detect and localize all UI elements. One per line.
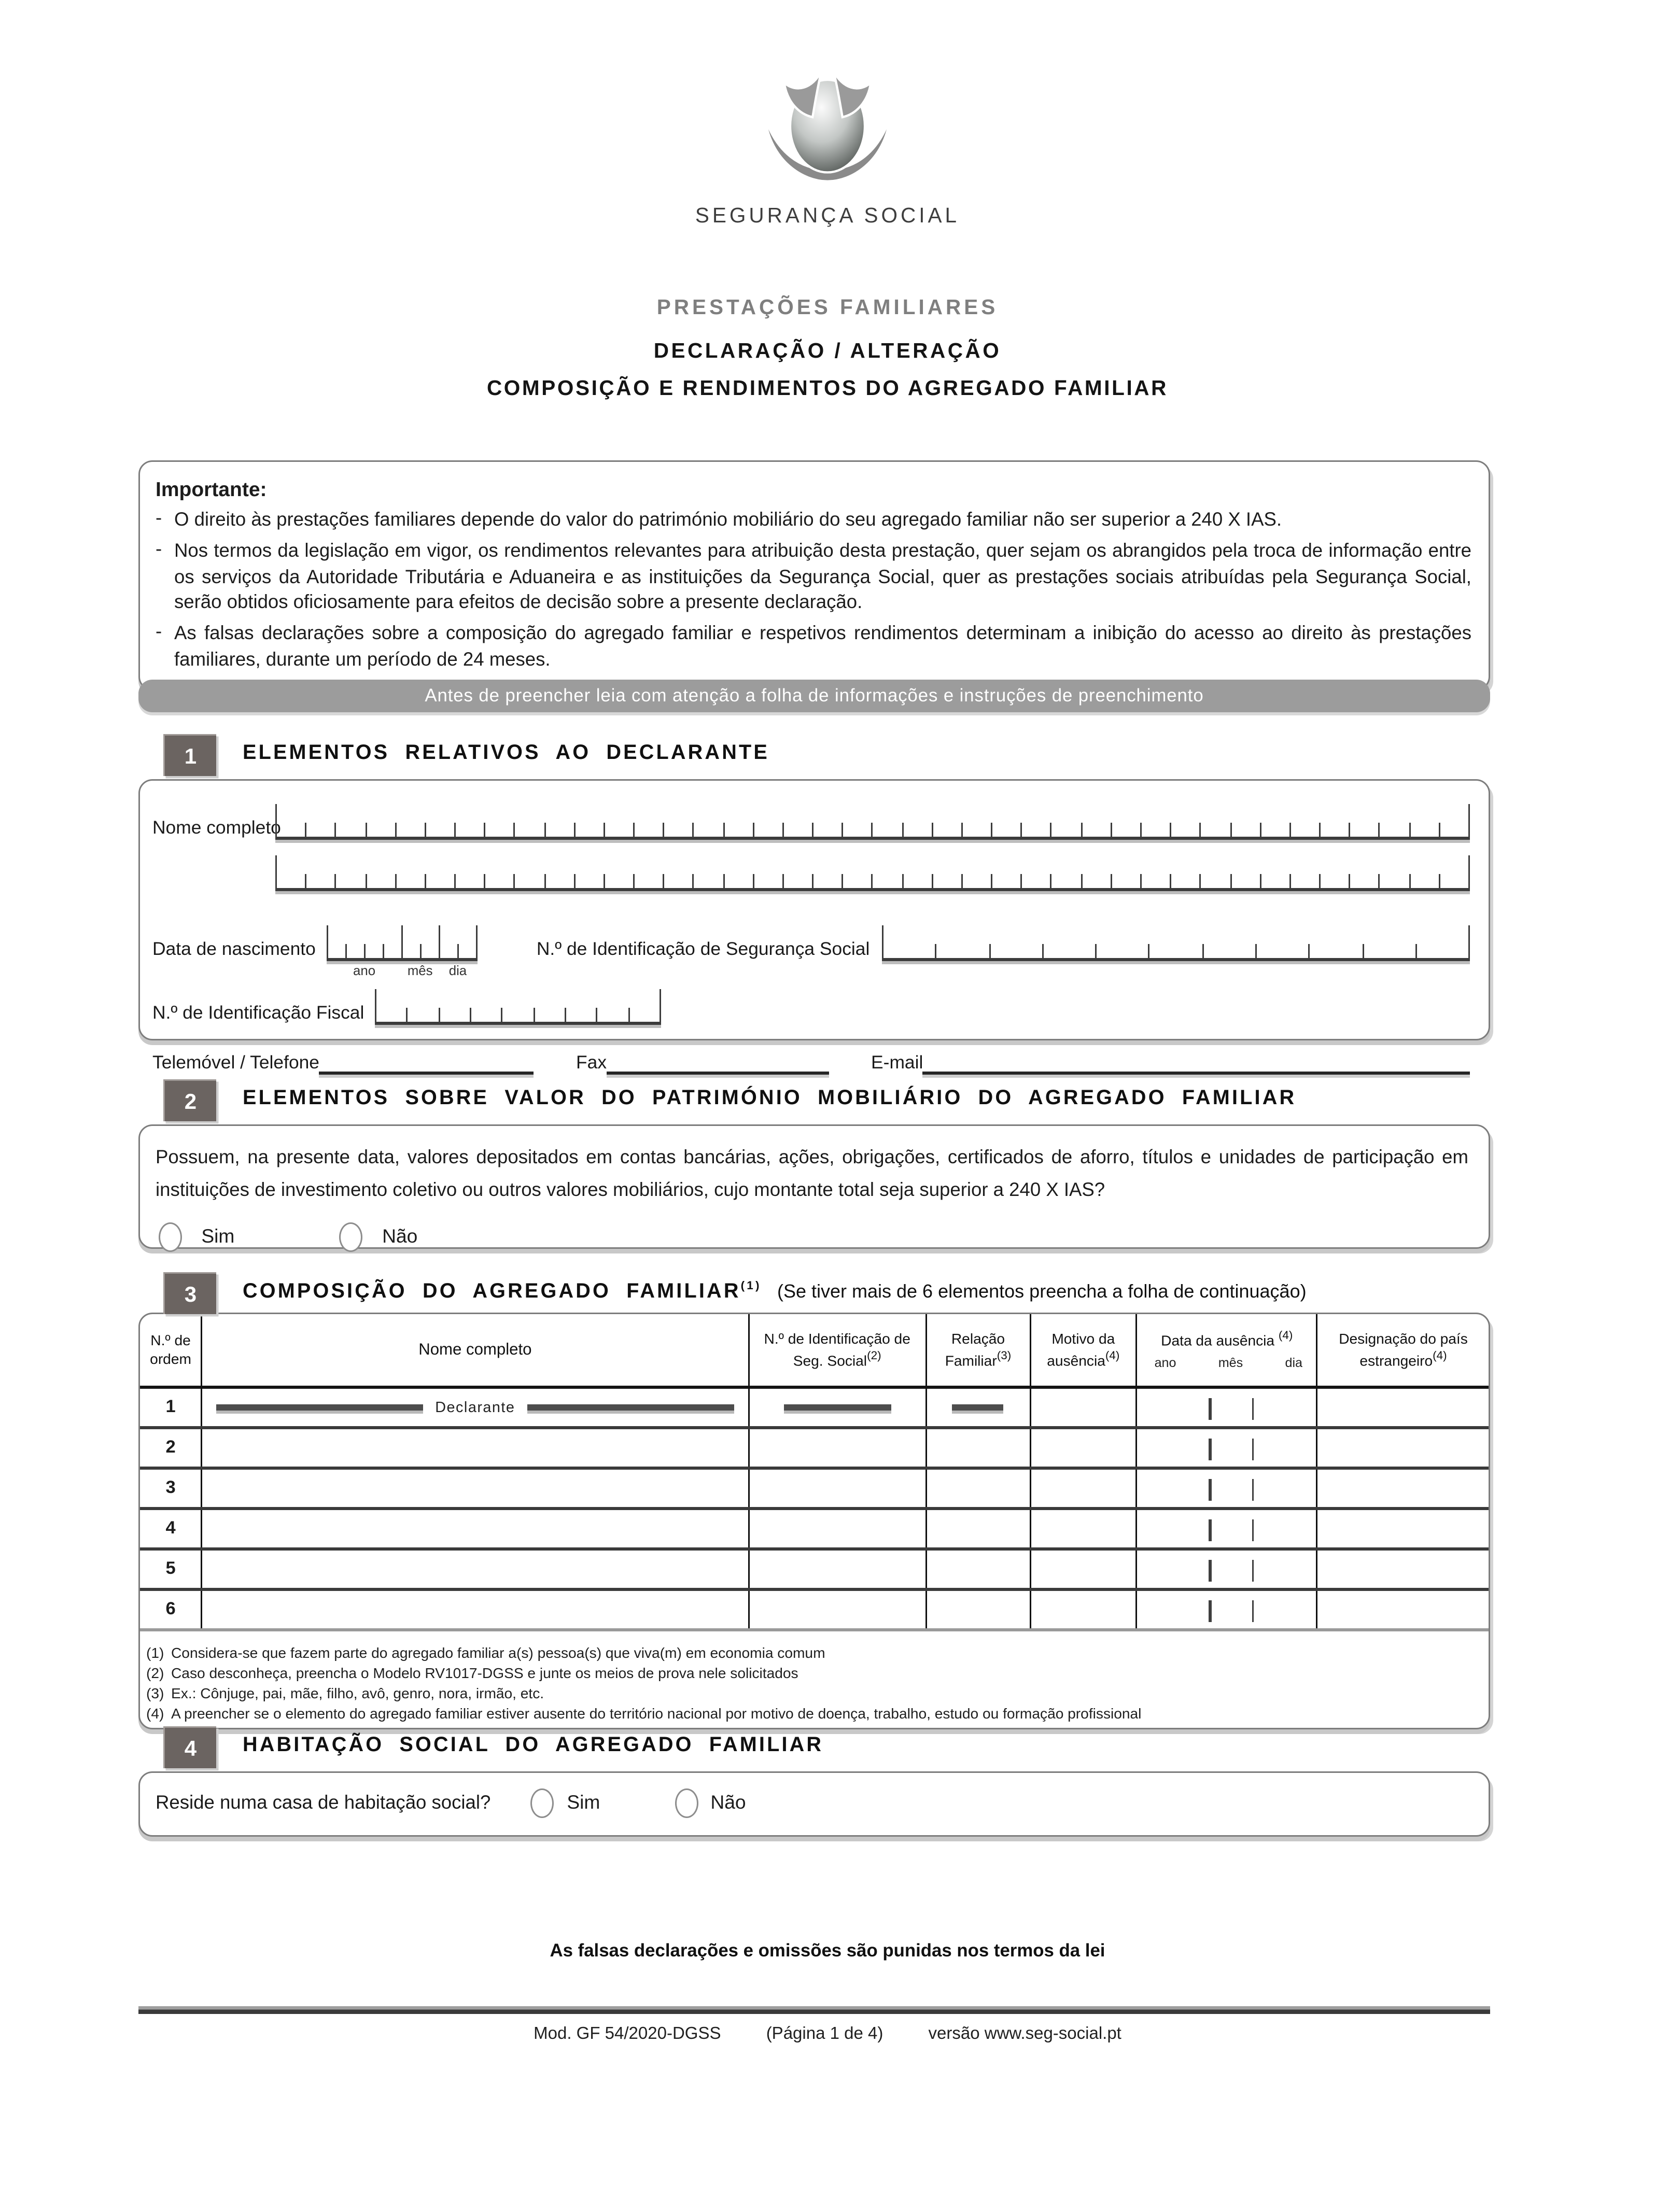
section-3-number: 3 <box>163 1272 216 1314</box>
phone-label: Telemóvel / Telefone <box>152 1051 320 1073</box>
brand-name: SEGURANÇA SOCIAL <box>695 204 960 227</box>
section-3-box <box>138 1313 1490 1729</box>
table-row <box>140 1428 1489 1468</box>
col-header-nome: Nome completo <box>202 1314 748 1387</box>
nif-label: N.º de Identificação Fiscal <box>152 1002 364 1023</box>
birth-month-sublabel: mês <box>407 963 433 978</box>
section-1-box <box>138 779 1490 1073</box>
section-1-number: 1 <box>163 734 216 776</box>
important-bullet-text: As falsas declarações sobre a composição do agregado familiar e respetivos rendimentos determinam a inibição do acesso ao direito às prestações familiares, durante um período de 24 meses. <box>174 622 1471 671</box>
assets-no-radio[interactable] <box>340 1222 363 1251</box>
social-housing-question: Reside numa casa de habitação social? <box>156 1792 491 1813</box>
table-row <box>140 1589 1489 1630</box>
cell-nome[interactable] <box>202 1509 748 1549</box>
assets-yes-radio[interactable] <box>159 1222 182 1251</box>
bullet-dash: - <box>156 507 162 529</box>
cell-relacao[interactable] <box>926 1468 1030 1509</box>
cell-motivo[interactable] <box>1030 1468 1137 1509</box>
email-input[interactable] <box>923 1051 1470 1075</box>
table-footnotes <box>140 1631 1489 1727</box>
declarante-label: Declarante <box>435 1399 515 1416</box>
section-2-header <box>163 1079 1296 1114</box>
bullet-dash: - <box>156 621 162 643</box>
instructions-banner-text: Antes de preencher leia com atenção a folha de informações e instruções de preenchimento <box>425 686 1204 706</box>
important-bullet <box>156 507 1471 533</box>
cell-data-ausencia[interactable] <box>1137 1387 1317 1428</box>
col-header-niss: N.º de Identificação de Seg. Social$^{(2)}$ <box>748 1314 926 1387</box>
cell-ordem: 4 <box>140 1509 202 1549</box>
section-3-footnote-ref: (1) <box>740 1277 762 1292</box>
form-title-sub2: COMPOSIÇÃO E RENDIMENTOS DO AGREGADO FAMILIAR <box>486 376 1169 400</box>
footnote: (4) A preencher se o elemento do agregado familiar estiver ausente do território nacional por motivo de doença, trabalho, estudo ou formação profissional <box>146 1705 1142 1723</box>
section-1-title: ELEMENTOS RELATIVOS AO DECLARANTE <box>243 740 769 764</box>
cell-niss[interactable] <box>748 1428 926 1468</box>
footer-page: (Página 1 de 4) <box>766 2025 883 2044</box>
section-4-title: HABITAÇÃO SOCIAL DO AGREGADO FAMILIAR <box>243 1732 824 1756</box>
seguranca-social-logo-icon <box>753 68 902 190</box>
cell-niss[interactable] <box>748 1549 926 1589</box>
cell-relacao[interactable] <box>926 1428 1030 1468</box>
footnote: (3) Ex.: Cônjuge, pai, mãe, filho, avô, genro, nora, irmão, etc. <box>146 1684 544 1702</box>
cell-pais[interactable] <box>1317 1509 1489 1549</box>
cell-nome[interactable] <box>202 1549 748 1589</box>
footer-model: Mod. GF 54/2020-DGSS <box>534 2025 721 2044</box>
section-2-title: ELEMENTOS SOBRE VALOR DO PATRIMÓNIO MOBILIÁRIO DO AGREGADO FAMILIAR <box>243 1086 1297 1109</box>
full-name-comb-row2[interactable] <box>275 854 1470 891</box>
cell-nome[interactable] <box>202 1387 748 1428</box>
cell-data-ausencia[interactable] <box>1137 1549 1317 1589</box>
section-4-number: 4 <box>163 1726 216 1768</box>
assets-no-label: Não <box>382 1225 418 1248</box>
niss-label: N.º de Identificação de Segurança Social <box>536 938 870 960</box>
cell-niss[interactable] <box>748 1509 926 1549</box>
cell-motivo[interactable] <box>1030 1387 1137 1428</box>
assets-yes-label: Sim <box>201 1225 235 1248</box>
cell-data-ausencia[interactable] <box>1137 1509 1317 1549</box>
cell-relacao[interactable] <box>926 1509 1030 1549</box>
section-3-title: COMPOSIÇÃO DO AGREGADO FAMILIAR$^{(1)}$ (Se tiver mais de 6 elementos preencha a folha de continuação) <box>243 1277 1307 1302</box>
cell-pais[interactable] <box>1317 1468 1489 1509</box>
full-name-comb-row1[interactable] <box>275 802 1470 840</box>
email-label: E-mail <box>871 1051 923 1073</box>
cell-motivo[interactable] <box>1030 1509 1137 1549</box>
section-4-box <box>138 1771 1490 1837</box>
cell-pais[interactable] <box>1317 1428 1489 1468</box>
sub-mes: mês <box>1218 1355 1243 1371</box>
footnote: (2) Caso desconheça, preencha o Modelo RV1017-DGSS e junte os meios de prova nele solicitados <box>146 1664 798 1682</box>
housing-no-radio[interactable] <box>675 1788 698 1817</box>
household-table-body <box>140 1387 1489 1630</box>
table-row <box>140 1549 1489 1589</box>
footer-rule <box>138 2006 1490 2014</box>
table-row <box>140 1509 1489 1549</box>
important-title: Importante: <box>156 477 267 501</box>
cell-data-ausencia[interactable] <box>1137 1468 1317 1509</box>
bullet-dash: - <box>156 538 162 560</box>
cell-ordem: 6 <box>140 1589 202 1630</box>
cell-niss[interactable] <box>748 1387 926 1428</box>
cell-data-ausencia[interactable] <box>1137 1589 1317 1630</box>
birth-date-label: Data de nascimento <box>152 938 316 960</box>
birth-day-sublabel: dia <box>448 963 467 978</box>
cell-niss[interactable] <box>748 1468 926 1509</box>
section-2-box <box>138 1124 1490 1249</box>
cell-nome[interactable] <box>202 1428 748 1468</box>
full-name-label: Nome completo <box>152 816 281 838</box>
section-2-number: 2 <box>163 1079 216 1121</box>
nif-comb[interactable] <box>375 988 661 1025</box>
fax-label: Fax <box>576 1051 607 1073</box>
cell-relacao[interactable] <box>926 1589 1030 1630</box>
table-row <box>140 1387 1489 1428</box>
col-header-ordem: N.º de ordem <box>140 1314 202 1387</box>
section-1-header <box>163 734 769 768</box>
housing-yes-label: Sim <box>567 1792 600 1813</box>
cell-ordem: 2 <box>140 1428 202 1468</box>
cell-pais[interactable] <box>1317 1589 1489 1630</box>
cell-data-ausencia[interactable] <box>1137 1428 1317 1468</box>
table-row <box>140 1468 1489 1509</box>
section-3-header <box>163 1272 1307 1306</box>
form-titles <box>0 295 1655 400</box>
important-bullet <box>156 538 1471 616</box>
cell-niss[interactable] <box>748 1589 926 1630</box>
footer-line <box>0 2025 1655 2044</box>
important-bullet <box>156 621 1471 673</box>
cell-relacao[interactable] <box>926 1549 1030 1589</box>
footnote: (1) Considera-se que fazem parte do agregado familiar a(s) pessoa(s) que viva(m) em economia comum <box>146 1644 825 1661</box>
sub-dia: dia <box>1285 1355 1303 1371</box>
niss-comb[interactable] <box>882 924 1470 961</box>
legal-warning: As falsas declarações e omissões são punidas nos termos da lei <box>550 1941 1105 1961</box>
section-3-note: (Se tiver mais de 6 elementos preencha a folha de continuação) <box>777 1280 1307 1302</box>
housing-no-label: Não <box>710 1792 746 1813</box>
cell-relacao[interactable] <box>926 1387 1030 1428</box>
important-bullet-text: O direito às prestações familiares depende do valor do património mobiliário do seu agregado familiar não ser superior a 240 X IAS. <box>174 509 1282 530</box>
cell-pais[interactable] <box>1317 1549 1489 1589</box>
form-title-main: PRESTAÇÕES FAMILIARES <box>656 295 999 319</box>
assets-question: Possuem, na presente data, valores depositados em contas bancárias, ações, obrigações, certificados de aforro, títulos e unidades de participação em instituições de investimento coletivo ou outros valores mobiliários, cujo montante total seja superior a 240 X IAS? <box>156 1146 1468 1202</box>
birth-year-sublabel: ano <box>353 963 376 978</box>
cell-motivo[interactable] <box>1030 1549 1137 1589</box>
birth-date-comb[interactable] <box>327 924 478 978</box>
household-table <box>140 1314 1489 1631</box>
important-bullet-text: Nos termos da legislação em vigor, os rendimentos relevantes para atribuição desta prestação, quer sejam os abrangidos pela troca de informação entre os serviços da Autoridade Tributária e Aduaneira e as instituições da Segurança Social, quer as prestações sociais atribuídas pela Segurança Social, serão obtidos oficiosamente para efeitos de decisão sobre a presente declaração. <box>174 539 1471 614</box>
section-4-header <box>163 1726 823 1760</box>
cell-motivo[interactable] <box>1030 1589 1137 1630</box>
cell-pais[interactable] <box>1317 1387 1489 1428</box>
phone-input[interactable] <box>319 1051 534 1075</box>
form-title-sub1: DECLARAÇÃO / ALTERAÇÃO <box>653 339 1002 362</box>
important-notice-box <box>138 460 1490 691</box>
col-header-data-ausencia: Data da ausência $^{(4)}$ ano mês dia <box>1137 1314 1317 1387</box>
instructions-banner <box>138 680 1490 712</box>
cell-ordem: 3 <box>140 1468 202 1509</box>
cell-nome[interactable] <box>202 1589 748 1630</box>
cell-motivo[interactable] <box>1030 1428 1137 1468</box>
fax-input[interactable] <box>607 1051 829 1075</box>
logo-block <box>0 68 1655 227</box>
cell-ordem: 5 <box>140 1549 202 1589</box>
cell-ordem: 1 <box>140 1387 202 1428</box>
col-header-pais: Designação do país estrangeiro$^{(4)}$ <box>1317 1314 1489 1387</box>
footer-version: versão www.seg-social.pt <box>928 2025 1121 2044</box>
sub-ano: ano <box>1154 1355 1176 1371</box>
col-header-relacao: Relação Familiar$^{(3)}$ <box>926 1314 1030 1387</box>
housing-yes-radio[interactable] <box>531 1788 554 1817</box>
cell-nome[interactable] <box>202 1468 748 1509</box>
col-header-motivo: Motivo da ausência$^{(4)}$ <box>1030 1314 1137 1387</box>
